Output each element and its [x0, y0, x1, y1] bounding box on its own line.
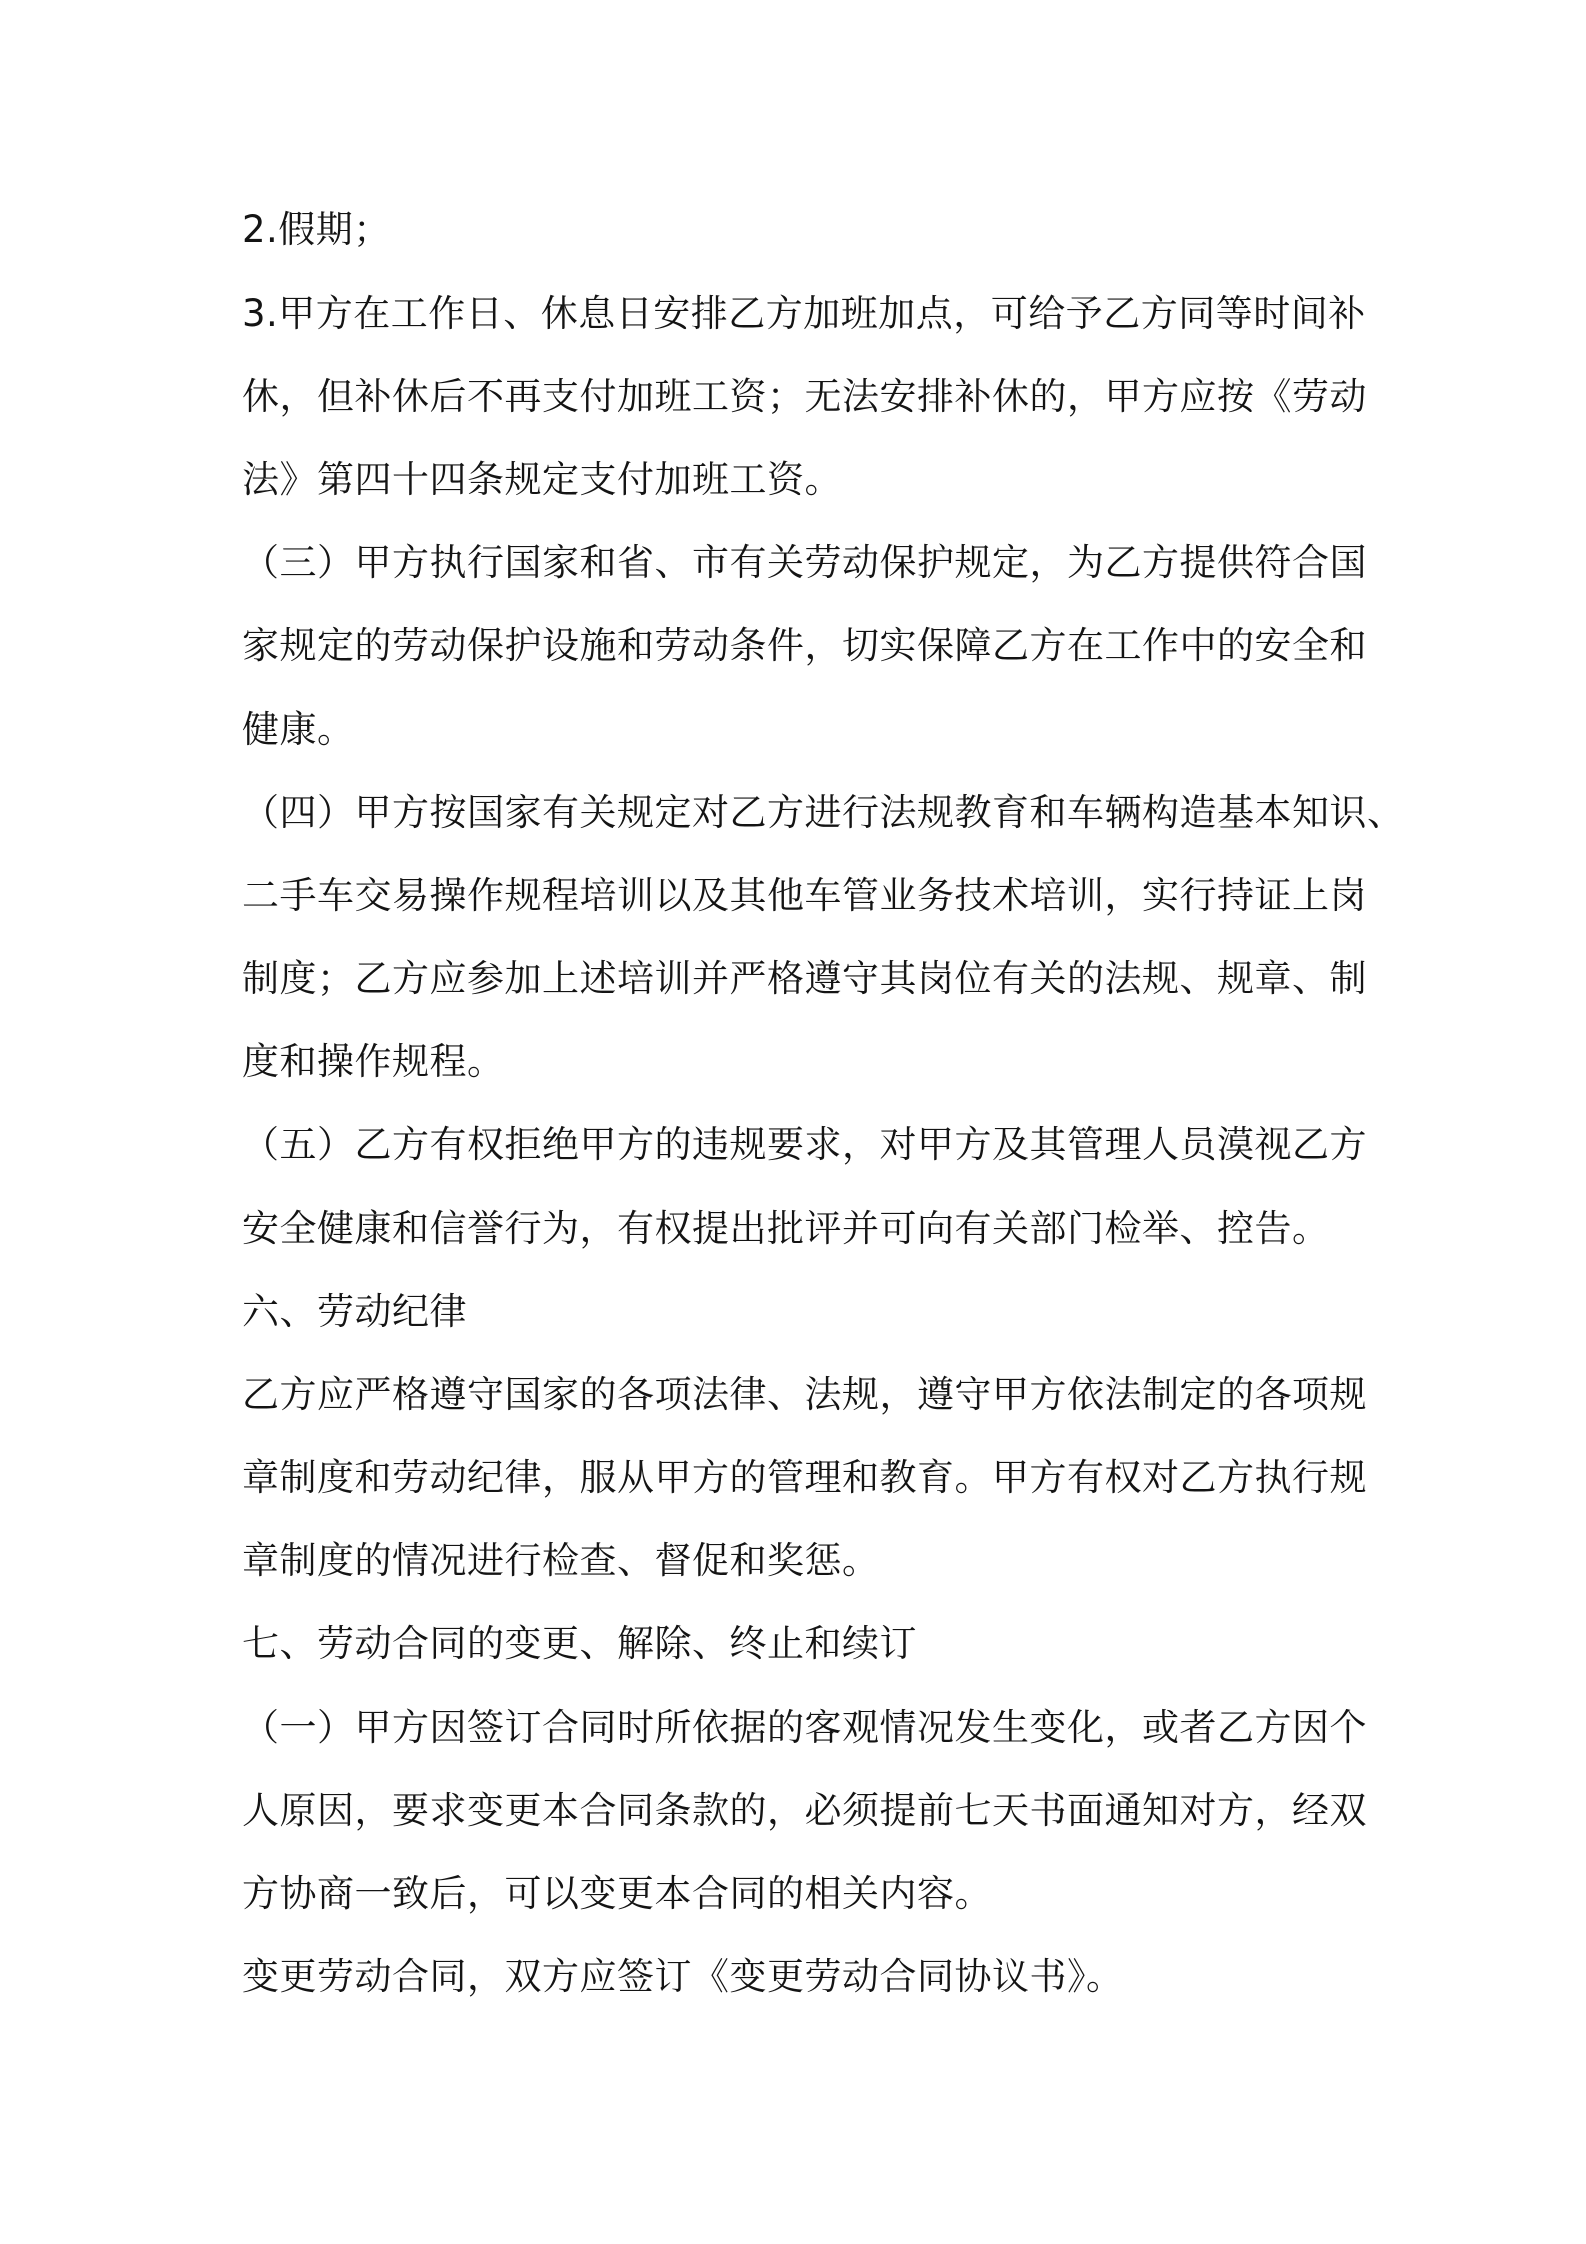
text-line: 章制度的情况进行检查、督促和奖惩。	[242, 1539, 880, 1582]
text-line: 法》第四十四条规定支付加班工资。	[242, 458, 842, 501]
text-line: 人原因，要求变更本合同条款的，必须提前七天书面通知对方，经双	[242, 1789, 1367, 1832]
text-line: （五）乙方有权拒绝甲方的违规要求，对甲方及其管理人员漠视乙方	[242, 1123, 1367, 1166]
text-line: （四）甲方按国家有关规定对乙方进行法规教育和车辆构造基本知识、	[242, 791, 1405, 834]
text-line: 安全健康和信誉行为，有权提出批评并可向有关部门检举、控告。	[242, 1207, 1330, 1250]
section-heading: 七、劳动合同的变更、解除、终止和续订	[242, 1622, 917, 1665]
section-heading: 六、劳动纪律	[242, 1290, 467, 1333]
text-line: 制度；乙方应参加上述培训并严格遵守其岗位有关的法规、规章、制	[242, 957, 1367, 1000]
text-line: 家规定的劳动保护设施和劳动条件，切实保障乙方在工作中的安全和	[242, 624, 1367, 667]
text-line: 健康。	[242, 708, 355, 751]
text-line: 度和操作规程。	[242, 1040, 505, 1083]
text-line: （一）甲方因签订合同时所依据的客观情况发生变化，或者乙方因个	[242, 1706, 1367, 1749]
text-line: （三）甲方执行国家和省、市有关劳动保护规定，为乙方提供符合国	[242, 541, 1367, 584]
text-line: 2.假期；	[242, 208, 391, 251]
text-line: 变更劳动合同，双方应签订《变更劳动合同协议书》。	[242, 1955, 1124, 1998]
text-line: 乙方应严格遵守国家的各项法律、法规，遵守甲方依法制定的各项规	[242, 1373, 1367, 1416]
text-line: 休，但补休后不再支付加班工资；无法安排补休的，甲方应按《劳动	[242, 375, 1367, 418]
text-line: 3.甲方在工作日、休息日安排乙方加班加点，可给予乙方同等时间补	[242, 292, 1366, 335]
text-line: 章制度和劳动纪律，服从甲方的管理和教育。甲方有权对乙方执行规	[242, 1456, 1367, 1499]
text-line: 方协商一致后，可以变更本合同的相关内容。	[242, 1872, 992, 1915]
text-line: 二手车交易操作规程培训以及其他车管业务技术培训，实行持证上岗	[242, 874, 1367, 917]
